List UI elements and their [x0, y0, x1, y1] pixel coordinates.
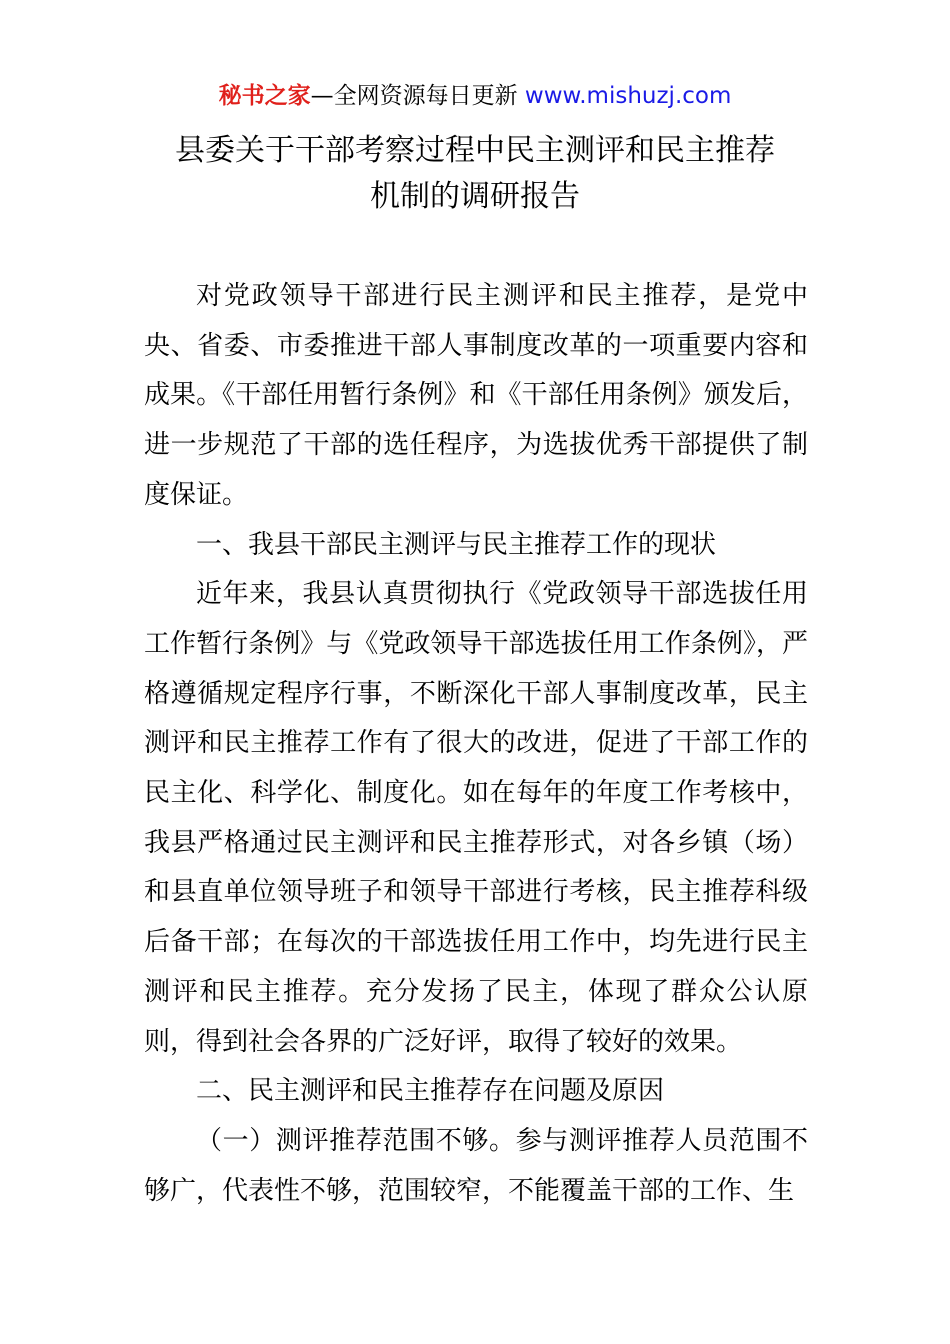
title-line-2: 机制的调研报告	[370, 179, 580, 214]
title-line-1: 县委关于干部考察过程中民主测评和民主推荐	[175, 133, 775, 168]
subsection-paragraph: （一）测评推荐范围不够。参与测评推荐人员范围不够广，代表性不够，范围较窄，不能覆盖干部的工作、生	[144, 1125, 808, 1206]
document-title	[0, 128, 950, 220]
body-paragraph: 近年来，我县认真贯彻执行《党政领导干部选拔任用工作暂行条例》与《党政领导干部选拔任用工作条例》，严格遵循规定程序行事，不断深化干部人事制度改革，民主测评和民主推荐工作有了很大的改进，促进了干部工作的民主化、科学化、制度化。如在每年的年度工作考核中，我县严格通过民主测评和民主推荐形式，对各乡镇（场）和县直单位领导班子和领导干部进行考核，民主推荐科级后备干部；在每次的干部选拔任用工作中，均先进行民主测评和民主推荐。充分发扬了民主，体现了群众公认原则，得到社会各界的广泛好评，取得了较好的效果。	[144, 579, 808, 1057]
banner-url-link[interactable]: www.mishuzj.com	[524, 83, 732, 109]
banner-brand: 秘书之家	[218, 83, 311, 109]
document-body	[144, 272, 808, 1216]
section-heading-1: 一、我县干部民主测评与民主推荐工作的现状	[196, 529, 717, 560]
banner-tagline: —全网资源每日更新	[310, 83, 518, 109]
site-banner	[0, 80, 950, 112]
intro-paragraph: 对党政领导干部进行民主测评和民主推荐，是党中央、省委、市委推进干部人事制度改革的一项重要内容和成果。《干部任用暂行条例》和《干部任用条例》颁发后，进一步规范了干部的选任程序，为选拔优秀干部提供了制度保证。	[144, 281, 808, 510]
section-heading-2: 二、民主测评和民主推荐存在问题及原因	[196, 1076, 665, 1107]
